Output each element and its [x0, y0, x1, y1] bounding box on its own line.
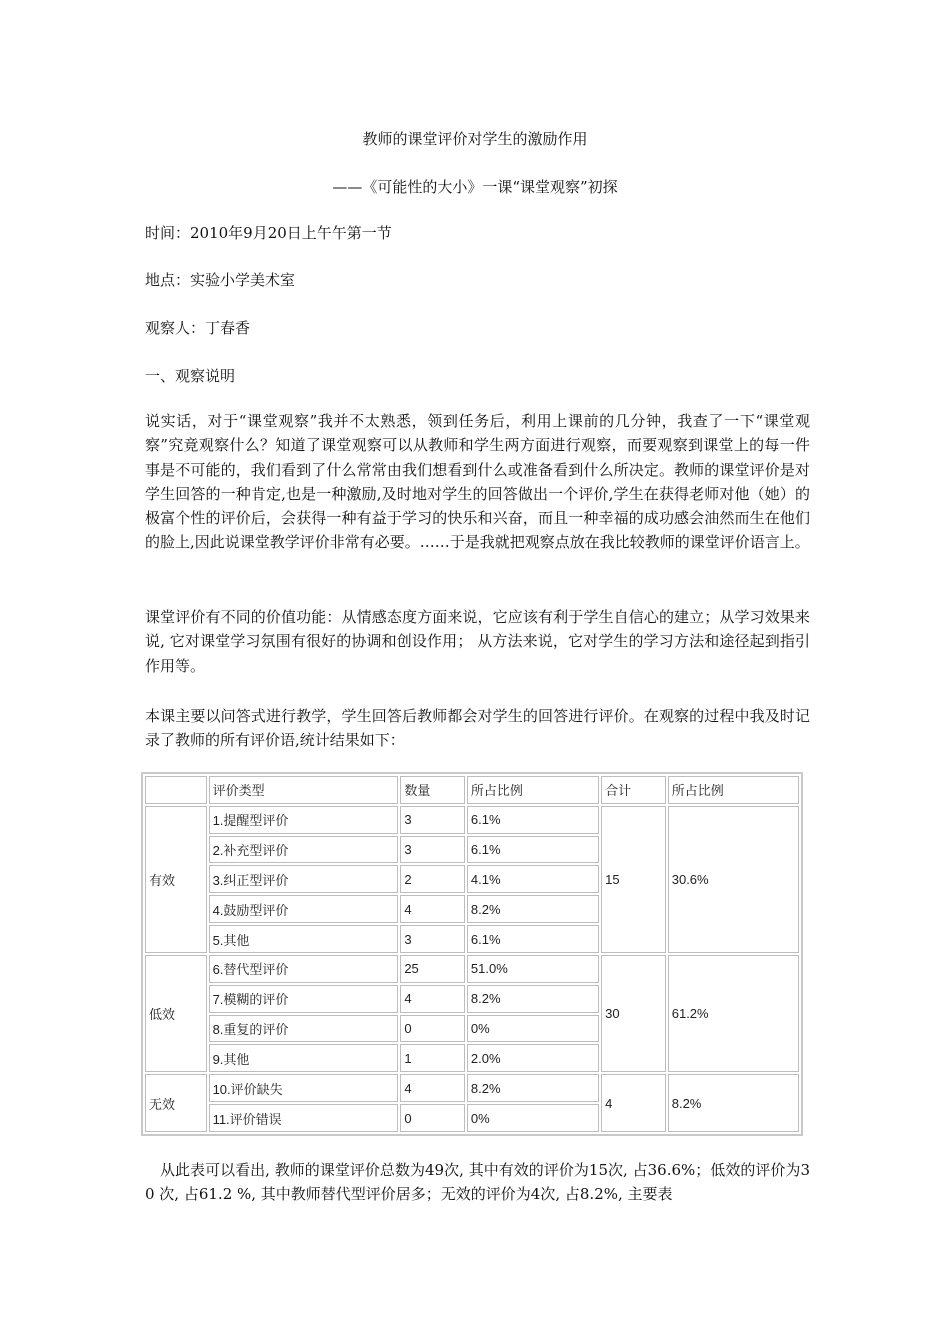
- type-cell: 8.重复的评价: [209, 1015, 399, 1043]
- type-cell: 1.提醒型评价: [209, 806, 399, 834]
- observer-line: 观察人：丁春香: [145, 319, 251, 337]
- statistics-table-frame: [141, 772, 803, 1136]
- count-cell: 0: [400, 1104, 465, 1132]
- total-pct-cell: 8.2%: [668, 1074, 799, 1132]
- count-cell: 25: [400, 955, 465, 983]
- pct-cell: 8.2%: [467, 895, 599, 923]
- table-row: [145, 1074, 799, 1102]
- type-cell: 11.评价错误: [209, 1104, 399, 1132]
- table-row: [145, 806, 799, 834]
- paragraph-analysis: 从此表可以看出, 教师的课堂评价总数为49次, 其中有效的评价为15次, 占36.6%；低效的评价为30 次, 占61.2 %, 其中教师替代型评价居多；无效的评价为4次, 占8.2%, 主要表: [145, 1161, 810, 1204]
- type-cell: 3.纠正型评价: [209, 865, 399, 893]
- group-label-cell: 无效: [145, 1074, 207, 1132]
- group-label-cell: 有效: [145, 806, 207, 953]
- type-cell: 2.补充型评价: [209, 836, 399, 864]
- total-cell: 4: [601, 1074, 666, 1132]
- count-cell: 4: [400, 985, 465, 1013]
- count-cell: 3: [400, 925, 465, 953]
- count-cell: 4: [400, 895, 465, 923]
- type-cell: 9.其他: [209, 1044, 399, 1072]
- count-cell: 3: [400, 806, 465, 834]
- type-cell: 5.其他: [209, 925, 399, 953]
- paragraph-intro: 说实话，对于“课堂观察”我并不太熟悉，领到任务后，利用上课前的几分钟，我查了一下“课堂观察”究竟观察什么？知道了课堂观察可以从教师和学生两方面进行观察，而要观察到课堂上的每一件事是不可能的，我们看到了什么常常由我们想看到什么或准备看到什么所决定。教师的课堂评价是对学生回答的一种肯定,也是一种激励,及时地对学生的回答做出一个评价,学生在获得老师对他（她）的极富个性的评价后，会获得一种有益于学习的快乐和兴奋，而且一种幸福的成功感会油然而生在他们的脸上,因此说课堂教学评价非常有必要。……于是我就把观察点放在我比较教师的课堂评价语言上。: [145, 412, 810, 552]
- pct-cell: 51.0%: [467, 955, 599, 983]
- section-heading: 一、观察说明: [145, 367, 236, 385]
- pct-cell: 6.1%: [467, 925, 599, 953]
- group-label-cell: 低效: [145, 955, 207, 1072]
- count-cell: 0: [400, 1015, 465, 1043]
- total-pct-cell: 61.2%: [668, 955, 799, 1072]
- pct-cell: 4.1%: [467, 865, 599, 893]
- total-cell: 30: [601, 955, 666, 1072]
- pct-cell: 6.1%: [467, 836, 599, 864]
- pct-cell: 6.1%: [467, 806, 599, 834]
- total-pct-cell: 30.6%: [668, 806, 799, 953]
- place-line: 地点：实验小学美术室: [145, 271, 296, 289]
- pct-cell: 2.0%: [467, 1044, 599, 1072]
- count-cell: 1: [400, 1044, 465, 1072]
- table-header-row: [145, 776, 799, 804]
- table-row: [145, 955, 799, 983]
- pct-cell: 8.2%: [467, 985, 599, 1013]
- header-cell: 评价类型: [209, 776, 399, 804]
- pct-cell: 0%: [467, 1015, 599, 1043]
- count-cell: 4: [400, 1074, 465, 1102]
- header-cell: 所占比例: [467, 776, 599, 804]
- count-cell: 3: [400, 836, 465, 864]
- paragraph-method: 本课主要以问答式进行教学，学生回答后教师都会对学生的回答进行评价。在观察的过程中我及时记录了教师的所有评价语,统计结果如下：: [145, 707, 810, 750]
- total-cell: 15: [601, 806, 666, 953]
- pct-cell: 8.2%: [467, 1074, 599, 1102]
- pct-cell: 0%: [467, 1104, 599, 1132]
- document-title: 教师的课堂评价对学生的激励作用: [362, 130, 588, 148]
- paragraph-value: 课堂评价有不同的价值功能：从情感态度方面来说，它应该有利于学生自信心的建立；从学习效果来说, 它对课堂学习氛围有很好的协调和创设作用； 从方法来说，它对学生的学习方法和途径起到指引作用等。: [145, 608, 810, 675]
- type-cell: 10.评价缺失: [209, 1074, 399, 1102]
- header-cell: 数量: [400, 776, 465, 804]
- header-cell: [145, 776, 207, 804]
- time-line: 时间：2010年9月20日上午午第一节: [145, 224, 392, 242]
- type-cell: 6.替代型评价: [209, 955, 399, 983]
- type-cell: 7.模糊的评价: [209, 985, 399, 1013]
- type-cell: 4.鼓励型评价: [209, 895, 399, 923]
- count-cell: 2: [400, 865, 465, 893]
- header-cell: 合计: [601, 776, 666, 804]
- document-subtitle: ——《可能性的大小》一课“课堂观察”初探: [332, 178, 618, 196]
- header-cell: 所占比例: [668, 776, 799, 804]
- statistics-table: [143, 774, 801, 1134]
